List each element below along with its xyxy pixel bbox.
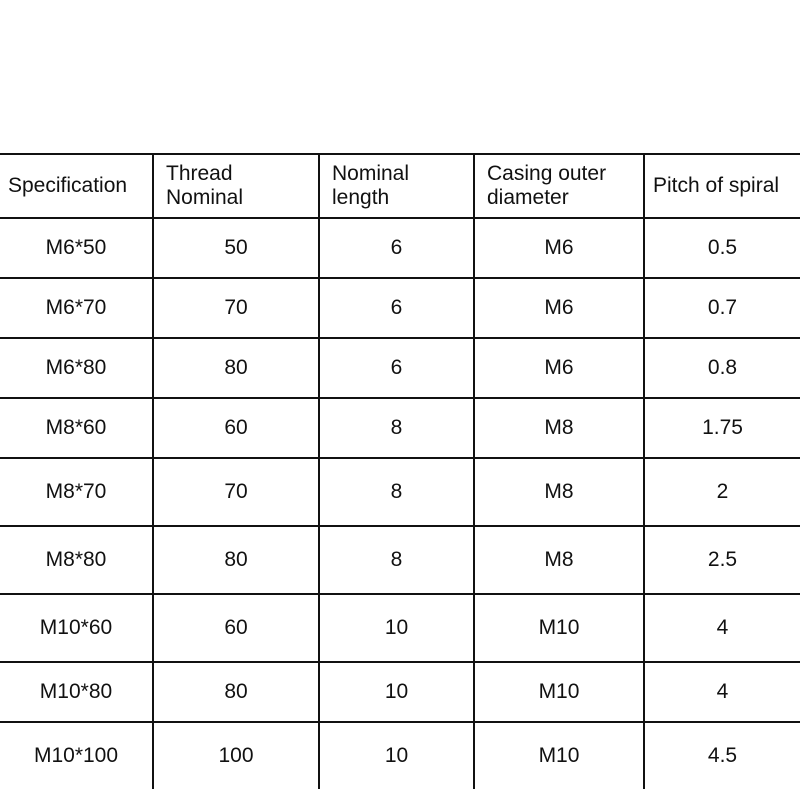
cell-specification: M6*70 [0, 278, 153, 338]
cell-thread-nominal: 80 [153, 662, 319, 722]
header-nominal-length [319, 154, 474, 218]
cell-pitch-of-spiral: 1.75 [644, 398, 800, 458]
cell-casing-outer-diameter: M6 [474, 278, 644, 338]
cell-pitch-of-spiral: 0.5 [644, 218, 800, 278]
header-casing-outer-diameter [474, 154, 644, 218]
cell-specification: M8*80 [0, 526, 153, 594]
header-nominal-length-line1: Nominal [332, 161, 410, 185]
cell-casing-outer-diameter: M6 [474, 338, 644, 398]
table-row [0, 594, 800, 662]
table-row [0, 458, 800, 526]
cell-specification: M8*70 [0, 458, 153, 526]
cell-nominal-length: 10 [319, 594, 474, 662]
cell-thread-nominal: 80 [153, 338, 319, 398]
header-thread-nominal [153, 154, 319, 218]
cell-casing-outer-diameter: M8 [474, 526, 644, 594]
cell-thread-nominal: 80 [153, 526, 319, 594]
cell-nominal-length: 6 [319, 218, 474, 278]
cell-casing-outer-diameter: M10 [474, 722, 644, 789]
cell-pitch-of-spiral: 0.8 [644, 338, 800, 398]
header-pitch-of-spiral: Pitch of spiral [644, 154, 800, 218]
cell-thread-nominal: 70 [153, 278, 319, 338]
cell-nominal-length: 10 [319, 722, 474, 789]
cell-pitch-of-spiral: 4 [644, 662, 800, 722]
header-nominal-length-line2: length [332, 186, 390, 209]
table-row [0, 722, 800, 789]
table-row [0, 278, 800, 338]
cell-pitch-of-spiral: 2.5 [644, 526, 800, 594]
cell-nominal-length: 10 [319, 662, 474, 722]
cell-pitch-of-spiral: 4.5 [644, 722, 800, 789]
cell-specification: M10*100 [0, 722, 153, 789]
cell-thread-nominal: 100 [153, 722, 319, 789]
cell-thread-nominal: 50 [153, 218, 319, 278]
cell-specification: M8*60 [0, 398, 153, 458]
cell-thread-nominal: 60 [153, 594, 319, 662]
cell-specification: M6*50 [0, 218, 153, 278]
table-row [0, 526, 800, 594]
cell-nominal-length: 8 [319, 526, 474, 594]
table-row [0, 662, 800, 722]
cell-casing-outer-diameter: M8 [474, 398, 644, 458]
table-row [0, 398, 800, 458]
cell-thread-nominal: 60 [153, 398, 319, 458]
table-row [0, 218, 800, 278]
cell-nominal-length: 6 [319, 278, 474, 338]
header-thread-nominal-line2: Nominal [166, 186, 244, 209]
cell-nominal-length: 8 [319, 458, 474, 526]
cell-casing-outer-diameter: M10 [474, 594, 644, 662]
cell-nominal-length: 8 [319, 398, 474, 458]
specification-table [0, 153, 800, 789]
cell-nominal-length: 6 [319, 338, 474, 398]
cell-specification: M6*80 [0, 338, 153, 398]
cell-pitch-of-spiral: 0.7 [644, 278, 800, 338]
table-header [0, 154, 800, 218]
cell-thread-nominal: 70 [153, 458, 319, 526]
cell-specification: M10*60 [0, 594, 153, 662]
cell-specification: M10*80 [0, 662, 153, 722]
cell-casing-outer-diameter: M6 [474, 218, 644, 278]
table-row [0, 338, 800, 398]
header-casing-line1: Casing outer [487, 161, 607, 185]
header-casing-line2: diameter [487, 186, 569, 209]
cell-pitch-of-spiral: 4 [644, 594, 800, 662]
header-specification: Specification [0, 154, 153, 218]
cell-casing-outer-diameter: M10 [474, 662, 644, 722]
cell-pitch-of-spiral: 2 [644, 458, 800, 526]
header-row [0, 154, 800, 218]
cell-casing-outer-diameter: M8 [474, 458, 644, 526]
header-thread-nominal-line1: Thread [166, 161, 233, 185]
table-body [0, 218, 800, 789]
